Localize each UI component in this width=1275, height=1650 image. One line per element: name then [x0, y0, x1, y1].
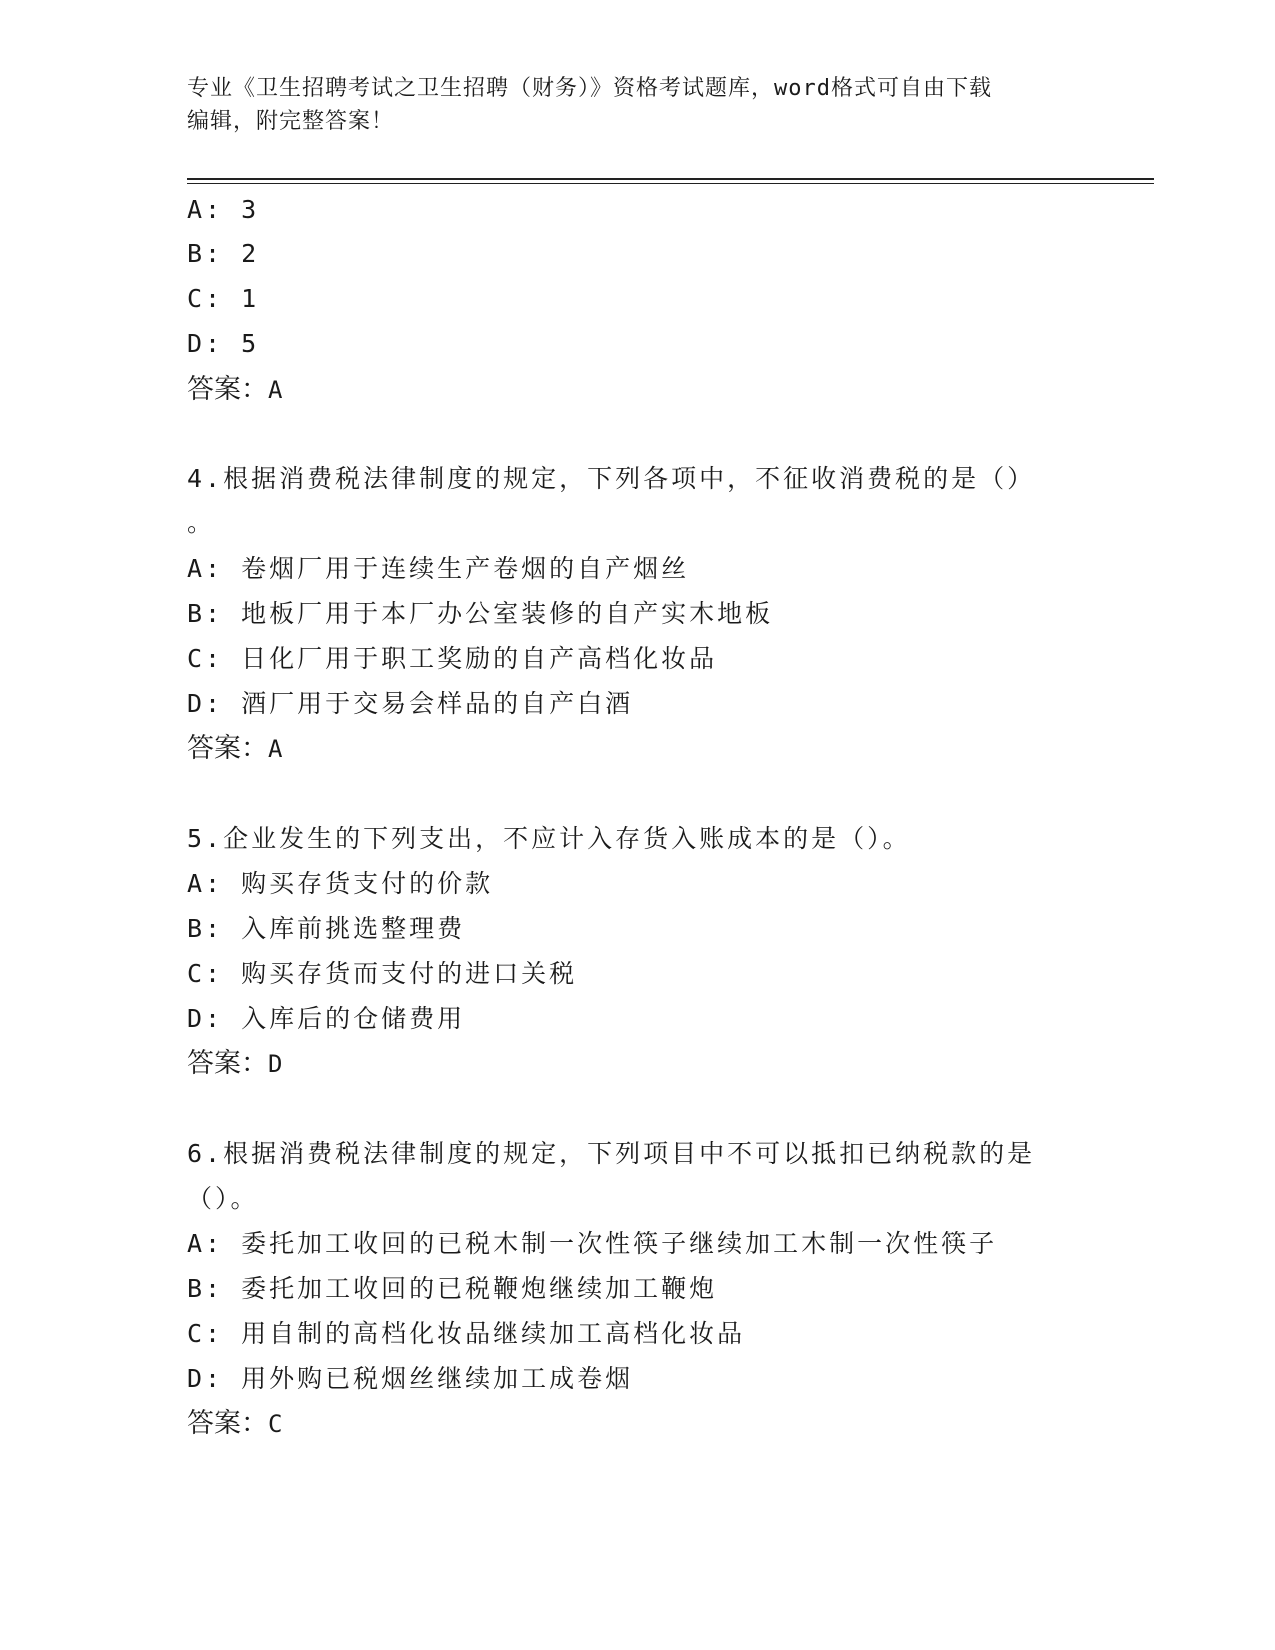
q3-answer: [187, 374, 282, 406]
answer-value: A: [268, 735, 283, 763]
q3-option-c: C: 1: [187, 284, 260, 313]
q4-option-d: D: 酒厂用于交易会样品的自产白酒: [187, 689, 634, 718]
q6-answer: [187, 1408, 282, 1440]
q4-answer: [187, 733, 282, 765]
q3-option-a: A: 3: [187, 195, 260, 224]
header-rule-thick: [187, 178, 1154, 180]
q5-stem: 5.企业发生的下列支出，不应计入存货入账成本的是（）。: [187, 824, 911, 853]
answer-value: C: [268, 1410, 283, 1438]
header-rule-thin: [187, 183, 1154, 184]
q6-option-b: B: 委托加工收回的已税鞭炮继续加工鞭炮: [187, 1274, 718, 1303]
q5-option-d: D: 入库后的仓储费用: [187, 1004, 466, 1033]
q4-stem: 4.根据消费税法律制度的规定，下列各项中，不征收消费税的是（）: [187, 464, 1036, 493]
answer-value: D: [268, 1050, 283, 1078]
q5-option-c: C: 购买存货而支付的进口关税: [187, 959, 578, 988]
q6-option-c: C: 用自制的高档化妆品继续加工高档化妆品: [187, 1319, 746, 1348]
header-line-2: 编辑，附完整答案！: [187, 109, 395, 134]
q4-option-a: A: 卷烟厂用于连续生产卷烟的自产烟丝: [187, 554, 690, 583]
q4-stem-cont: 。: [187, 508, 216, 537]
answer-label: 答案：: [187, 374, 268, 405]
answer-label: 答案：: [187, 1408, 268, 1439]
q5-option-b: B: 入库前挑选整理费: [187, 914, 466, 943]
q6-stem-cont: （）。: [187, 1184, 259, 1213]
q6-stem: 6.根据消费税法律制度的规定，下列项目中不可以抵扣已纳税款的是: [187, 1139, 1036, 1168]
header-line-1: 专业《卫生招聘考试之卫生招聘（财务）》资格考试题库，word格式可自由下载: [187, 76, 992, 101]
q5-option-a: A: 购买存货支付的价款: [187, 869, 494, 898]
answer-value: A: [268, 376, 283, 404]
q3-option-b: B: 2: [187, 239, 260, 268]
q4-option-b: B: 地板厂用于本厂办公室装修的自产实木地板: [187, 599, 774, 628]
answer-label: 答案：: [187, 733, 268, 764]
document-header: [187, 72, 1087, 138]
q3-option-d: D: 5: [187, 329, 260, 358]
q5-answer: [187, 1048, 282, 1080]
q6-option-a: A: 委托加工收回的已税木制一次性筷子继续加工木制一次性筷子: [187, 1229, 998, 1258]
q6-option-d: D: 用外购已税烟丝继续加工成卷烟: [187, 1364, 634, 1393]
q4-option-c: C: 日化厂用于职工奖励的自产高档化妆品: [187, 644, 718, 673]
answer-label: 答案：: [187, 1048, 268, 1079]
